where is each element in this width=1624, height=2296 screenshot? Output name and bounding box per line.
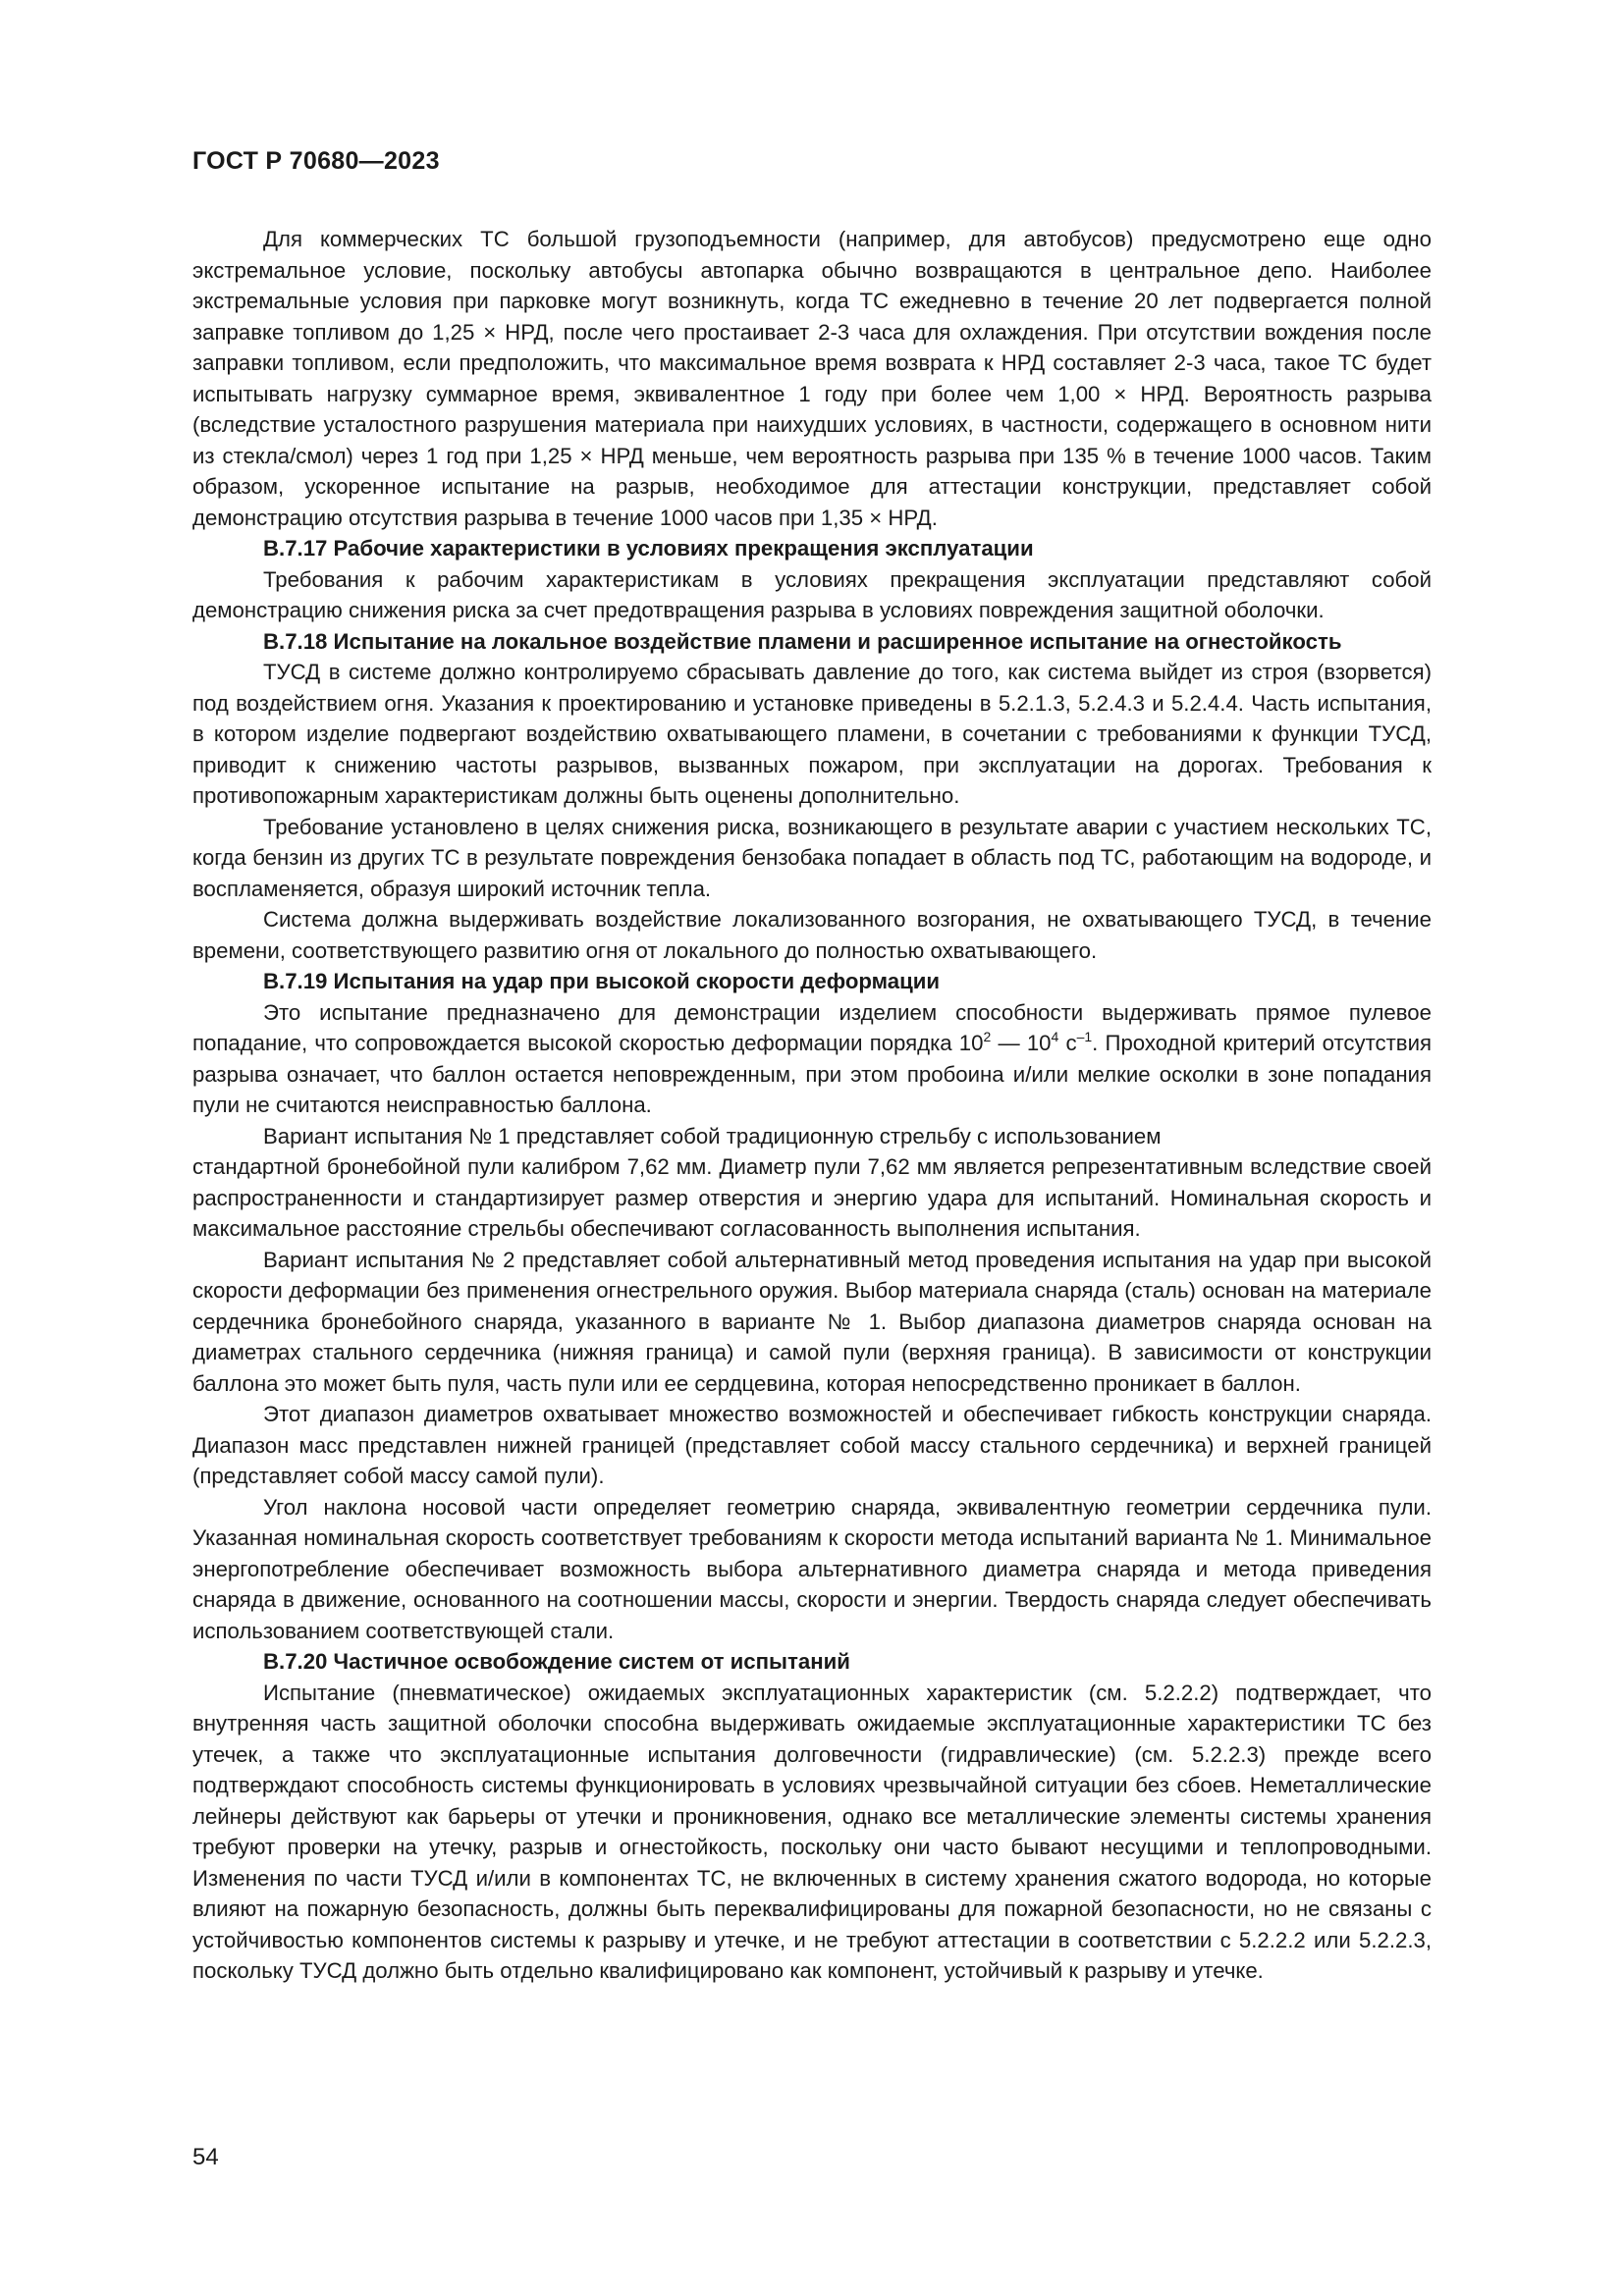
paragraph: Угол наклона носовой части определяет геометрию снаряда, эквивалентную геометрии сердечника пули. Указанная номинальная скорость соответствует требованиям к скорости метода испытаний варианта № 1. Минимальное энергопотребление обеспечивает возможность выбора альтернативного диаметра снаряда и метода приведения снаряда в движение, основанного на соотношении массы, скорости и энергии. Твердость снаряда следует обеспечивать использованием соответствующей стали.: [192, 1494, 1432, 1643]
document-body: [192, 224, 1432, 1987]
section-heading-b-7-17: В.7.17 Рабочие характеристики в условиях прекращения эксплуатации: [263, 536, 1034, 561]
paragraph: Этот диапазон диаметров охватывает множество возможностей и обеспечивает гибкость конструкции снаряда. Диапазон масс представлен нижней границей (представляет собой массу стального сердечника) и верхней границей (представляет собой массу самой пули).: [192, 1402, 1432, 1488]
paragraph: Система должна выдерживать воздействие локализованного возгорания, не охватывающего ТУСД, в течение времени, соответствующего развитию огня от локального до полностью охватывающего.: [192, 907, 1432, 963]
paragraph-continuation: стандартной бронебойной пули калибром 7,62 мм. Диаметр пули 7,62 мм является репрезентативным вследствие своей распространенности и стандартизирует размер отверстия и энергию удара для испытаний. Номинальная скорость и максимальное расстояние стрельбы обеспечивают согласованность выполнения испытания.: [192, 1154, 1432, 1241]
paragraph: Требования к рабочим характеристикам в условиях прекращения эксплуатации представляют собой демонстрацию снижения риска за счет предотвращения разрыва в условиях повреждения защитной оболочки.: [192, 566, 1432, 622]
superscript: 2: [983, 1029, 992, 1044]
text-run: — 10: [991, 1031, 1052, 1055]
paragraph: ТУСД в системе должно контролируемо сбрасывать давление до того, как система выйдет из строя (взорвется) под воздействием огня. Указания к проектированию и установке приведены в 5.2.1.3, 5.2.4.3 и 5.2.4.4. Часть испытания, в котором изделие подвергают воздействию охватывающего пламени, в сочетании с требованиями к функции ТУСД, приводит к снижению частоты разрывов, вызванных пожаром, при эксплуатации на дорогах. Требования к противопожарным характеристикам должны быть оценены дополнительно.: [192, 660, 1432, 808]
paragraph: Испытание (пневматическое) ожидаемых эксплуатационных характеристик (см. 5.2.2.2) подтверждает, что внутренняя часть защитной оболочки способна выдерживать ожидаемые эксплуатационные характеристики ТС без утечек, а также что эксплуатационные испытания долговечности (гидравлические) (см. 5.2.2.3) прежде всего подтверждают способность системы функционировать в условиях чрезвычайной ситуации без сбоев. Неметаллические лейнеры действуют как барьеры от утечки и проникновения, однако все металлические элементы системы хранения требуют проверки на утечку, разрыв и огнестойкость, поскольку они часто бывают несущими и теплопроводными. Изменения по части ТУСД и/или в компонентах ТС, не включенных в систему хранения сжатого водорода, но которые влияют на пожарную безопасность, должны быть переквалифицированы для пожарной безопасности, но не связаны с устойчивостью компонентов системы к разрыву и утечке, и не требуют аттестации в соответствии с 5.2.2.2 или 5.2.2.3, поскольку ТУСД должно быть отдельно квалифицировано как компонент, устойчивый к разрыву и утечке.: [192, 1680, 1432, 1983]
section-heading-b-7-18: В.7.18 Испытание на локальное воздействие пламени и расширенное испытание на огнестойкость: [263, 628, 1342, 654]
document-header: ГОСТ Р 70680—2023: [192, 147, 440, 175]
superscript: –1: [1076, 1029, 1093, 1044]
text-run: с: [1058, 1031, 1077, 1055]
text-run: Это испытание предназначено для демонстрации изделием способности выдерживать прямое пулевое попадание, что сопровождается высокой скоростью деформации порядка 10: [192, 999, 1432, 1055]
section-heading-b-7-19: В.7.19 Испытания на удар при высокой скорости деформации: [263, 969, 941, 993]
paragraph: Вариант испытания № 1 представляет собой традиционную стрельбу с использованием: [263, 1123, 1162, 1148]
paragraph-strain-rate: [192, 997, 1432, 1121]
paragraph: Для коммерческих ТС большой грузоподъемности (например, для автобусов) предусмотрено еще одно экстремальное условие, поскольку автобусы автопарка обычно возвращаются в центральное депо. Наиболее экстремальные условия при парковке могут возникнуть, когда ТС ежедневно в течение 20 лет подвергается полной заправке топливом до 1,25 × НРД, после чего простаивает 2-3 часа для охлаждения. При отсутствии вождения после заправки топливом, если предположить, что максимальное время возврата к НРД составляет 2-3 часа, такое ТС будет испытывать нагрузку суммарное время, эквивалентное 1 году при более чем 1,00 × НРД. Вероятность разрыва (вследствие усталостного разрушения материала при наихудших условиях, в частности, содержащего в основном нити из стекла/смол) через 1 год при 1,25 × НРД меньше, чем вероятность разрыва при 135 % в течение 1000 часов. Таким образом, ускоренное испытание на разрыв, необходимое для аттестации конструкции, представляет собой демонстрацию отсутствия разрыва в течение 1000 часов при 1,35 × НРД.: [192, 227, 1432, 530]
paragraph: Требование установлено в целях снижения риска, возникающего в результате аварии с участием нескольких ТС, когда бензин из других ТС в результате повреждения бензобака попадает в область под ТС, работающим на водороде, и воспламеняется, образуя широкий источник тепла.: [192, 814, 1432, 901]
paragraph: Вариант испытания № 2 представляет собой альтернативный метод проведения испытания на удар при высокой скорости деформации без применения огнестрельного оружия. Выбор материала снаряда (сталь) основан на материале сердечника бронебойного снаряда, указанного в варианте № 1. Выбор диапазона диаметров снаряда основан на диаметрах стального сердечника (нижняя граница) и самой пули (верхняя граница). В зависимости от конструкции баллона это может быть пуля, часть пули или ее сердцевина, которая непосредственно проникает в баллон.: [192, 1247, 1432, 1396]
page-number: 54: [192, 2144, 219, 2170]
section-heading-b-7-20: В.7.20 Частичное освобождение систем от испытаний: [263, 1649, 850, 1674]
text-run: . Проходной критерий отсутствия разрыва означает, что баллон остается неповрежденным, при этом пробоина и/или мелкие осколки в зоне попадания пули не считаются неисправностью баллона.: [192, 1031, 1432, 1117]
superscript: 4: [1051, 1029, 1059, 1044]
